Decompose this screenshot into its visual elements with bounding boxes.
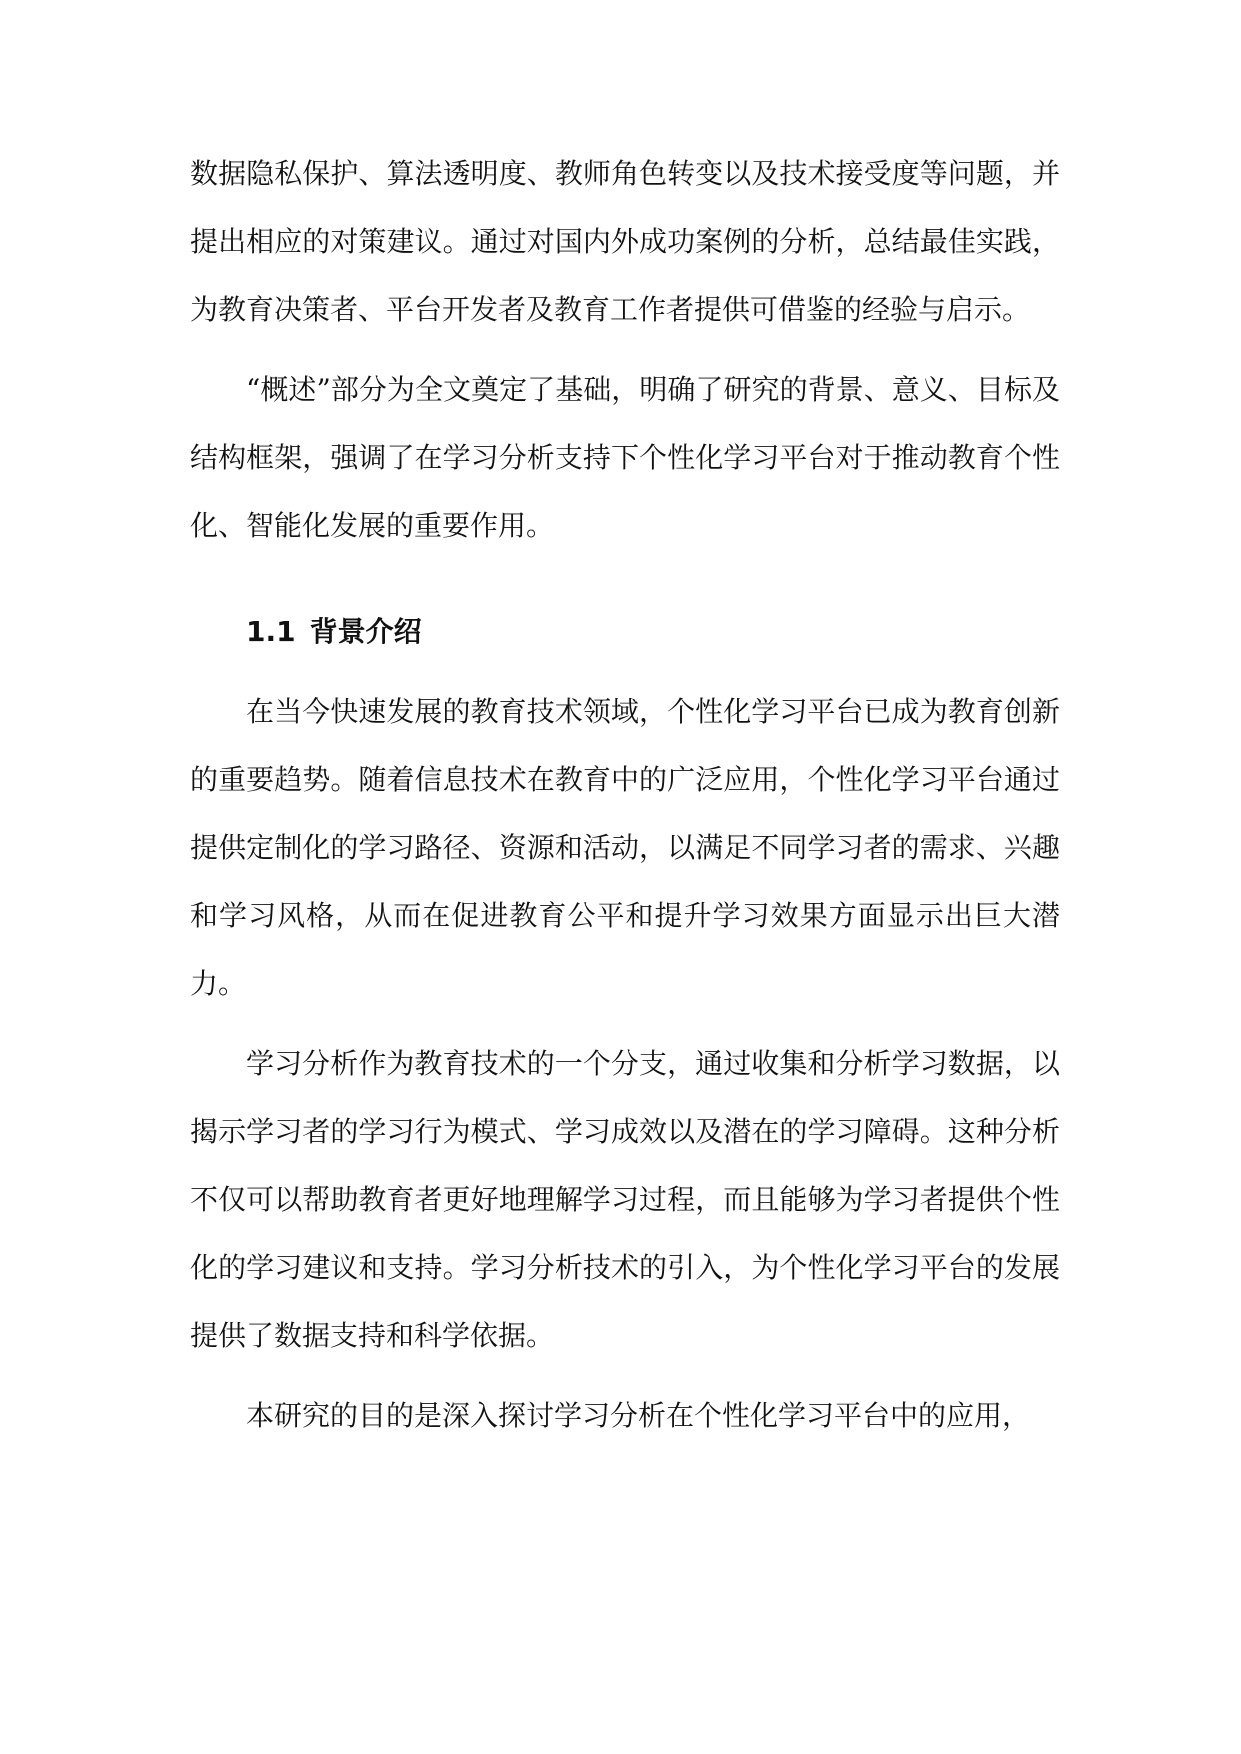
section-title: 背景介绍 [309,615,422,648]
paragraph-overview-summary: “概述”部分为全文奠定了基础，明确了研究的背景、意义、目标及结构框架，强调了在学习分析支持下个性化学习平台对于推动教育个性化、智能化发展的重要作用。 [190,373,1060,542]
paragraph-continuation: 数据隐私保护、算法透明度、教师角色转变以及技术接受度等问题，并提出相应的对策建议。通过对国内外成功案例的分析，总结最佳实践，为教育决策者、平台开发者及教育工作者提供可借鉴的经验与启示。 [190,157,1060,326]
document-body [190,140,1060,1450]
section-heading [190,598,1060,666]
paragraph-background-1: 在当今快速发展的教育技术领域，个性化学习平台已成为教育创新的重要趋势。随着信息技术在教育中的广泛应用，个性化学习平台通过提供定制化的学习路径、资源和活动，以满足不同学习者的需求、兴趣和学习风格，从而在促进教育公平和提升学习效果方面显示出巨大潜力。 [190,695,1060,1000]
section-number: 1.1 [246,615,296,648]
paragraph-background-2: 学习分析作为教育技术的一个分支，通过收集和分析学习数据，以揭示学习者的学习行为模式、学习成效以及潜在的学习障碍。这种分析不仅可以帮助教育者更好地理解学习过程，而且能够为学习者提供个性化的学习建议和支持。学习分析技术的引入，为个性化学习平台的发展提供了数据支持和科学依据。 [190,1047,1060,1352]
paragraph-background-3: 本研究的目的是深入探讨学习分析在个性化学习平台中的应用， [246,1399,1031,1432]
